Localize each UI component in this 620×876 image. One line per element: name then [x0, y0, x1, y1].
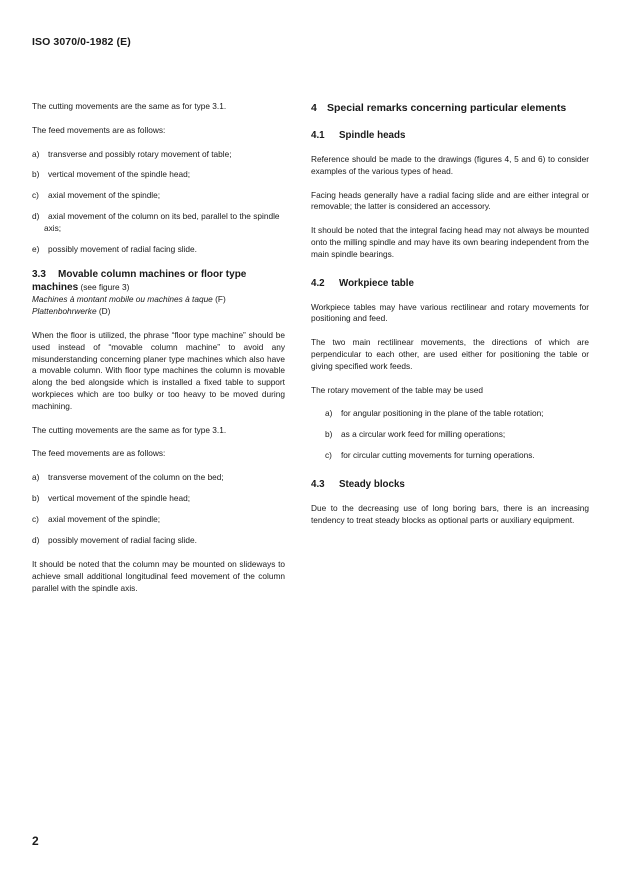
list-text: transverse and possibly rotary movement of table; [48, 148, 232, 159]
list-item [325, 429, 589, 441]
list-item [32, 535, 285, 547]
list-text: possibly movement of radial facing slide. [48, 243, 197, 254]
section-4-2-heading [311, 277, 589, 290]
list-item [32, 244, 285, 256]
section-title: Workpiece table [339, 277, 414, 289]
paragraph: The feed movements are as follows: [32, 448, 166, 459]
list-label: a) [325, 408, 333, 419]
paragraph: The feed movements are as follows: [32, 124, 166, 135]
section-number: 4 [311, 102, 317, 114]
feed-list [32, 472, 285, 546]
german-tag: (D) [98, 306, 111, 317]
list-text: transverse movement of the column on the bed; [48, 472, 224, 483]
section-4-3-heading [311, 478, 589, 491]
list-item [325, 450, 589, 462]
list-label: a) [32, 148, 40, 159]
list-item [32, 472, 285, 484]
section-title: Steady blocks [339, 478, 405, 490]
list-label: c) [325, 449, 332, 460]
french-tag: (F) [215, 294, 226, 305]
list-label: d) [32, 210, 40, 221]
section-title-line1: Movable column machines or floor type [58, 269, 247, 281]
list-label: b) [32, 169, 40, 180]
french-term: Machines à montant mobile ou machines à taque [32, 294, 213, 305]
paragraph: It should be noted that the integral facing head may not always be mounted onto the milling spindle and may have its own bearing independent from the main spindle bearings. [311, 225, 589, 259]
list-item [32, 493, 285, 505]
list-item [325, 408, 589, 420]
paragraph: It should be noted that the column may be mounted on slideways to achieve small additional longitudinal feed movement of the column parallel with the spindle axis. [32, 559, 285, 593]
list-item [32, 211, 285, 235]
paragraph: Due to the decreasing use of long boring bars, there is an increasing tendency to treat steady blocks as optional parts or auxiliary equipment. [311, 502, 589, 525]
paragraph: The rotary movement of the table may be used [311, 384, 484, 395]
section-number: 4.2 [311, 277, 325, 289]
feed-list [32, 149, 285, 256]
section-number: 4.3 [311, 478, 325, 490]
paragraph: Facing heads generally have a radial facing slide and are either integral or removable; the latter is considered an accessory. [311, 189, 589, 212]
paragraph: When the floor is utilized, the phrase “floor type machine” should be used instead of “movable column machine” to avoid any misunderstanding concerning planer type machines which also have a movable column. With floor type machines the column is movable along the bed alongside which is installed a fixed table to support workpieces which are too bulky or too heavy to be moved during machining. [32, 329, 285, 411]
list-item [32, 514, 285, 526]
paragraph: The two main rectilinear movements, the directions of which are perpendicular to each other, are used either for positioning the table or giving specified work feeds. [311, 337, 589, 371]
paragraph: The cutting movements are the same as for type 3.1. [32, 424, 227, 435]
list-text: vertical movement of the spindle head; [48, 169, 191, 180]
section-4-1-heading [311, 129, 589, 142]
list-label: a) [32, 472, 40, 483]
section-title: Special remarks concerning particular elements [327, 102, 567, 114]
list-text: axial movement of the column on its bed, parallel to the spindle axis; [44, 210, 280, 233]
list-text: for angular positioning in the plane of the table rotation; [341, 408, 544, 419]
section-4-heading [311, 101, 589, 115]
paragraph: The cutting movements are the same as for type 3.1. [32, 101, 227, 111]
list-label: c) [32, 190, 39, 201]
section-3-3-heading [32, 268, 285, 318]
section-number: 4.1 [311, 130, 325, 141]
list-item [32, 149, 285, 161]
list-label: e) [32, 243, 40, 254]
figure-reference: (see figure 3) [80, 282, 130, 293]
document-header: ISO 3070/0-1982 (E) [32, 36, 131, 48]
list-text: vertical movement of the spindle head; [48, 492, 191, 503]
section-number: 3.3 [32, 269, 46, 281]
list-text: possibly movement of radial facing slide. [48, 534, 197, 545]
german-term: Plattenbohrwerke [32, 306, 97, 317]
list-label: b) [32, 492, 40, 503]
paragraph: Reference should be made to the drawings (figures 4, 5 and 6) to consider examples of the various types of head. [311, 154, 589, 176]
list-text: for circular cutting movements for turning operations. [341, 449, 535, 460]
section-title: Spindle heads [339, 130, 406, 141]
paragraph: Workpiece tables may have various rectilinear and rotary movements for positioning and feed. [311, 301, 589, 324]
left-column [32, 101, 285, 607]
list-text: axial movement of the spindle; [48, 190, 161, 201]
list-item [32, 190, 285, 202]
list-label: d) [32, 534, 40, 545]
section-title-line2: machines [32, 282, 79, 294]
list-label: b) [325, 429, 333, 440]
rotary-use-list [311, 408, 589, 461]
list-text: axial movement of the spindle; [48, 513, 161, 524]
page-number: 2 [32, 834, 39, 848]
right-column [311, 101, 589, 538]
list-item [32, 169, 285, 181]
list-label: c) [32, 513, 39, 524]
list-text: as a circular work feed for milling operations; [341, 429, 506, 440]
